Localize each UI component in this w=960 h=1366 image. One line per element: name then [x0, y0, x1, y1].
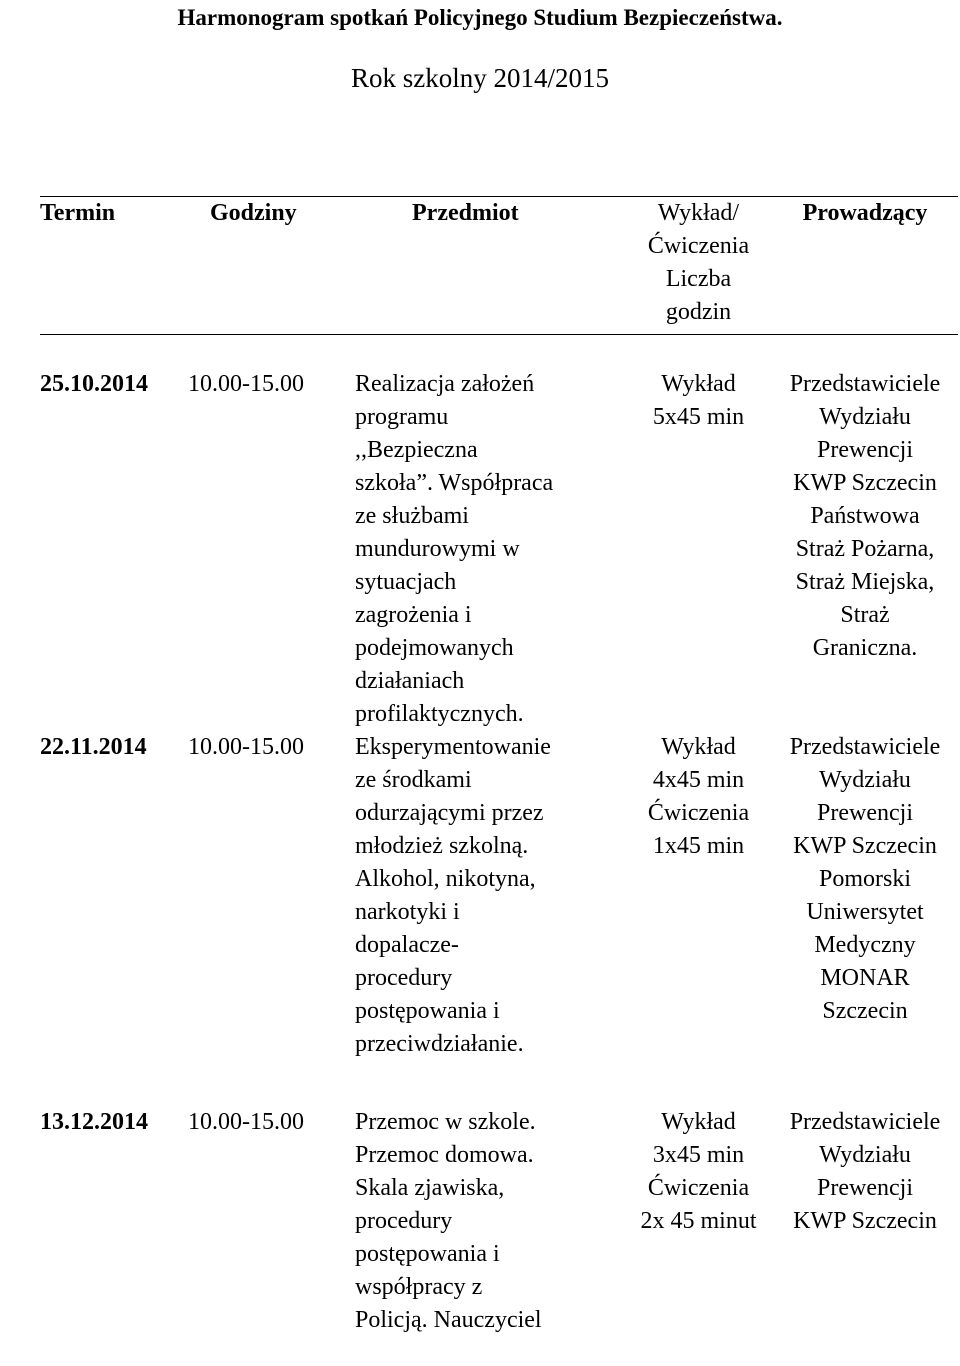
prowadzacy-line: Szczecin [822, 998, 908, 1024]
prowadzacy-line: Przedstawiciele [789, 371, 941, 397]
header-prowadzacy: Prowadzący [802, 200, 928, 226]
przedmiot-line: Eksperymentowanie [355, 734, 551, 760]
prowadzacy-line: Straż [840, 602, 890, 628]
prowadzacy-line: KWP Szczecin [793, 1208, 937, 1234]
row-godziny: 10.00-15.00 [188, 1109, 304, 1135]
przedmiot-line: Alkohol, nikotyna, [355, 866, 536, 892]
table-row [40, 335, 958, 732]
przedmiot-line: profilaktycznych. [355, 701, 524, 727]
row-przedmiot [355, 335, 625, 732]
prowadzacy-line: Uniwersytet [806, 899, 924, 925]
prowadzacy-line: Przedstawiciele [789, 734, 941, 760]
wyklad-line: Ćwiczenia [647, 800, 750, 826]
przedmiot-line: Przemoc domowa. [355, 1142, 534, 1168]
przedmiot-line: współpracy z [355, 1274, 483, 1300]
header-wyklad-line: Liczba [665, 266, 732, 292]
przedmiot-line: procedury [355, 1208, 453, 1234]
przedmiot-line: odurzającymi przez [355, 800, 544, 826]
prowadzacy-line: Przedstawiciele [789, 1109, 941, 1135]
przedmiot-line: zagrożenia i [355, 602, 472, 628]
przedmiot-line: szkoła”. Współpraca [355, 470, 554, 496]
row-termin: 22.11.2014 [40, 734, 147, 760]
przedmiot-line: Policją. Nauczyciel [355, 1307, 542, 1333]
header-wyklad [625, 197, 772, 335]
przedmiot-line: procedury [355, 965, 453, 991]
header-termin: Termin [40, 200, 116, 226]
prowadzacy-line: Prewencji [817, 437, 913, 463]
row-termin: 13.12.2014 [40, 1109, 148, 1135]
wyklad-line: Wykład [661, 371, 736, 397]
row-wyklad [625, 731, 772, 1106]
prowadzacy-line: Wydziału [819, 767, 911, 793]
wyklad-line: Wykład [661, 1109, 736, 1135]
przedmiot-line: sytuacjach [355, 569, 457, 595]
row-wyklad [625, 335, 772, 732]
przedmiot-line: ,,Bezpieczna [355, 437, 478, 463]
prowadzacy-line: KWP Szczecin [793, 470, 937, 496]
prowadzacy-line: Straż Miejska, [795, 569, 935, 595]
row-przedmiot [355, 1106, 625, 1366]
table-row [40, 1106, 958, 1366]
wyklad-line: 1x45 min [652, 833, 745, 859]
header-wyklad-line: godzin [665, 299, 732, 325]
przedmiot-line: ze służbami [355, 503, 469, 529]
row-prowadzacy [772, 335, 958, 732]
przedmiot-line: młodzież szkolną. [355, 833, 529, 859]
prowadzacy-line: Prewencji [817, 1175, 913, 1201]
wyklad-line: 4x45 min [652, 767, 745, 793]
przedmiot-line: ze środkami [355, 767, 472, 793]
prowadzacy-line: KWP Szczecin [793, 833, 937, 859]
row-prowadzacy [772, 1106, 958, 1366]
prowadzacy-line: Prewencji [817, 800, 913, 826]
przedmiot-line: działaniach [355, 668, 465, 694]
wyklad-line: 2x 45 minut [640, 1208, 757, 1234]
prowadzacy-line: Wydziału [819, 404, 911, 430]
row-prowadzacy [772, 731, 958, 1106]
przedmiot-line: Skala zjawiska, [355, 1175, 505, 1201]
row-wyklad [625, 1106, 772, 1366]
przedmiot-line: przeciwdziałanie. [355, 1031, 524, 1057]
wyklad-line: Ćwiczenia [647, 1175, 750, 1201]
przedmiot-line: postępowania i [355, 1241, 500, 1267]
prowadzacy-line: Medyczny [814, 932, 916, 958]
przedmiot-line: mundurowymi w [355, 536, 520, 562]
prowadzacy-line: Straż Pożarna, [795, 536, 935, 562]
header-godziny: Godziny [210, 200, 297, 226]
header-wyklad-line: Ćwiczenia [647, 233, 750, 259]
prowadzacy-line: Graniczna. [812, 635, 918, 661]
wyklad-line: Wykład [661, 734, 736, 760]
row-termin: 25.10.2014 [40, 371, 148, 397]
prowadzacy-line: MONAR [820, 965, 910, 991]
przedmiot-line: narkotyki i [355, 899, 460, 925]
row-godziny: 10.00-15.00 [188, 734, 304, 760]
przedmiot-line: postępowania i [355, 998, 500, 1024]
header-wyklad-line: Wykład/ [657, 200, 740, 226]
wyklad-line: 3x45 min [652, 1142, 745, 1168]
table-row [40, 731, 958, 1106]
prowadzacy-line: Wydziału [819, 1142, 911, 1168]
header-row [40, 197, 958, 335]
header-przedmiot: Przedmiot [412, 200, 519, 226]
prowadzacy-line: Państwowa [810, 503, 920, 529]
przedmiot-line: programu [355, 404, 449, 430]
document-title: Harmonogram spotkań Policyjnego Studium Bezpieczeństwa. [177, 5, 783, 30]
przedmiot-line: podejmowanych [355, 635, 514, 661]
wyklad-line: 5x45 min [652, 404, 745, 430]
schedule-table [40, 196, 958, 1366]
row-przedmiot [355, 731, 625, 1106]
row-godziny: 10.00-15.00 [188, 371, 304, 397]
document-subtitle: Rok szkolny 2014/2015 [350, 63, 609, 93]
przedmiot-line: Przemoc w szkole. [355, 1109, 536, 1135]
przedmiot-line: Realizacja założeń [355, 371, 535, 397]
prowadzacy-line: Pomorski [818, 866, 911, 892]
przedmiot-line: dopalacze- [355, 932, 459, 958]
